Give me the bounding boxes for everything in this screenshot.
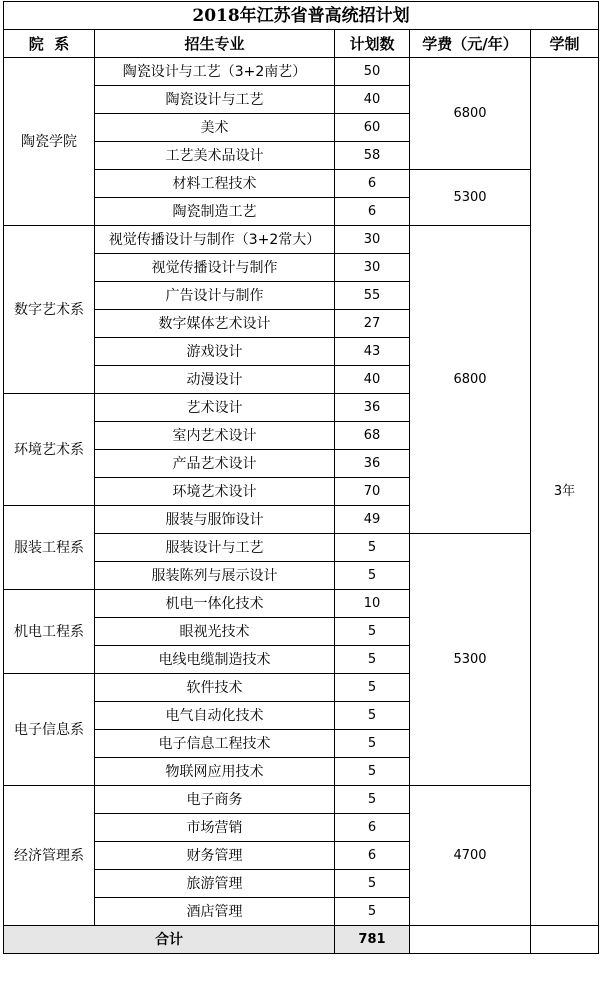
count-cell: 58 [335,142,410,170]
count-cell: 40 [335,86,410,114]
fee-cell: 4700 [410,786,531,926]
years-cell: 3年 [531,58,599,926]
total-label: 合计 [4,926,335,954]
dept-cell: 机电工程系 [4,590,95,674]
major-cell: 电线电缆制造技术 [95,646,335,674]
major-cell: 眼视光技术 [95,618,335,646]
major-cell: 酒店管理 [95,898,335,926]
major-cell: 服装陈列与展示设计 [95,562,335,590]
header-fee: 学费（元/年） [410,30,531,58]
major-cell: 电气自动化技术 [95,702,335,730]
total-count: 781 [335,926,410,954]
major-cell: 视觉传播设计与制作 [95,254,335,282]
count-cell: 68 [335,422,410,450]
major-cell: 电子商务 [95,786,335,814]
count-cell: 5 [335,702,410,730]
table-title: 2018年江苏省普高统招计划 [4,2,599,30]
enrollment-plan-sheet [3,1,599,954]
dept-cell: 经济管理系 [4,786,95,926]
count-cell: 10 [335,590,410,618]
major-cell: 电子信息工程技术 [95,730,335,758]
major-cell: 动漫设计 [95,366,335,394]
fee-cell: 5300 [410,534,531,786]
count-cell: 36 [335,394,410,422]
count-cell: 5 [335,674,410,702]
table-row [4,226,599,254]
dept-cell: 环境艺术系 [4,394,95,506]
count-cell: 5 [335,534,410,562]
enrollment-plan-table [3,1,599,954]
count-cell: 5 [335,898,410,926]
count-cell: 70 [335,478,410,506]
dept-cell: 电子信息系 [4,674,95,786]
major-cell: 服装设计与工艺 [95,534,335,562]
count-cell: 6 [335,198,410,226]
major-cell: 市场营销 [95,814,335,842]
major-cell: 旅游管理 [95,870,335,898]
major-cell: 陶瓷设计与工艺（3+2南艺） [95,58,335,86]
count-cell: 50 [335,58,410,86]
count-cell: 5 [335,758,410,786]
table-row [4,58,599,86]
major-cell: 产品艺术设计 [95,450,335,478]
major-cell: 材料工程技术 [95,170,335,198]
count-cell: 5 [335,646,410,674]
total-years-blank [531,926,599,954]
major-cell: 美术 [95,114,335,142]
count-cell: 27 [335,310,410,338]
header-major: 招生专业 [95,30,335,58]
fee-cell: 6800 [410,226,531,534]
fee-cell: 5300 [410,170,531,226]
count-cell: 5 [335,786,410,814]
major-cell: 数字媒体艺术设计 [95,310,335,338]
title-row [4,2,599,30]
major-cell: 艺术设计 [95,394,335,422]
count-cell: 43 [335,338,410,366]
count-cell: 6 [335,814,410,842]
major-cell: 室内艺术设计 [95,422,335,450]
header-row [4,30,599,58]
count-cell: 40 [335,366,410,394]
major-cell: 陶瓷制造工艺 [95,198,335,226]
dept-cell: 数字艺术系 [4,226,95,394]
count-cell: 36 [335,450,410,478]
header-count: 计划数 [335,30,410,58]
count-cell: 30 [335,254,410,282]
major-cell: 软件技术 [95,674,335,702]
count-cell: 5 [335,870,410,898]
major-cell: 陶瓷设计与工艺 [95,86,335,114]
major-cell: 工艺美术品设计 [95,142,335,170]
count-cell: 6 [335,842,410,870]
major-cell: 财务管理 [95,842,335,870]
count-cell: 55 [335,282,410,310]
count-cell: 60 [335,114,410,142]
count-cell: 5 [335,562,410,590]
total-fee-blank [410,926,531,954]
dept-cell: 陶瓷学院 [4,58,95,226]
count-cell: 49 [335,506,410,534]
header-years: 学制 [531,30,599,58]
count-cell: 5 [335,730,410,758]
count-cell: 30 [335,226,410,254]
dept-cell: 服装工程系 [4,506,95,590]
count-cell: 5 [335,618,410,646]
major-cell: 游戏设计 [95,338,335,366]
header-dept: 院 系 [4,30,95,58]
total-row [4,926,599,954]
major-cell: 广告设计与制作 [95,282,335,310]
fee-cell: 6800 [410,58,531,170]
major-cell: 机电一体化技术 [95,590,335,618]
table-row [4,786,599,814]
major-cell: 视觉传播设计与制作（3+2常大） [95,226,335,254]
count-cell: 6 [335,170,410,198]
major-cell: 服装与服饰设计 [95,506,335,534]
major-cell: 物联网应用技术 [95,758,335,786]
major-cell: 环境艺术设计 [95,478,335,506]
